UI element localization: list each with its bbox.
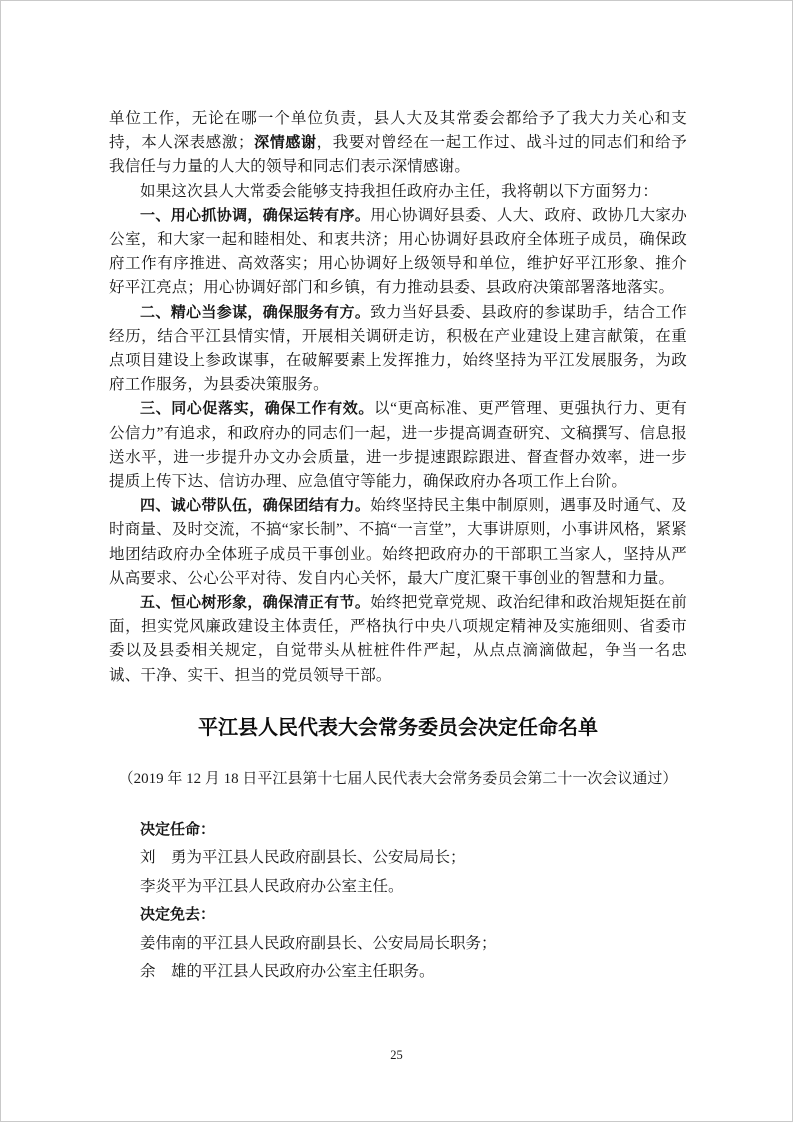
paragraph xyxy=(109,180,687,204)
paragraph-bold-run: 深情感谢 xyxy=(253,134,317,152)
paragraph-bold-run: 三、同心促落实，确保工作有效。 xyxy=(140,400,374,418)
paragraph-text-run: 以“更高标准、更严管理、更强执行力、更有公信力”有追求，和政府办的同志们一起，进一步提高调查研究、文稿撰写、信息报送水平，进一步提升办文办会质量，进一步提速跟踪跟进、督查督办效率，进一步提质上传下达、信访办理、应急值守等能力，确保政府办各项工作上台阶。 xyxy=(109,400,687,491)
paragraph-bold-run: 二、精心当参谋，确保服务有方。 xyxy=(140,303,371,321)
paragraph xyxy=(109,301,687,398)
paragraph-text-run: 致力当好县委、县政府的参谋助手，结合工作经历，结合平江县情实情，开展相关调研走访，积极在产业建设上建言献策，在重点项目建设上参政谋事，在破解要素上发挥推力，始终坚持为平江发展服务，为政府工作服务，为县委决策服务。 xyxy=(109,303,687,394)
paragraph-text-run: 单位工作，无论在哪一个单位负责，县人大及其常委会都给予了我大力关心和支持，本人深表感激； xyxy=(109,110,687,152)
paragraph-text-run: ，我要对曾经在一起工作过、战斗过的同志们和给予我信任与力量的人大的领导和同志们表示深情感谢。 xyxy=(109,134,687,176)
paragraph-text-run: 始终坚持民主集中制原则，遇事及时通气、及时商量、及时交流，不搞“家长制”、不搞“一言堂”，大事讲原则，小事讲风格，紧紧地团结政府办全体班子成员干事创业。始终把政府办的干部职工当家人，坚持从严从高要求、公心公平对待、发自内心关怀，最大广度汇聚干事创业的智慧和力量。 xyxy=(109,497,687,587)
paragraph-text-run: 始终把党章党规、政治纪律和政治规矩挺在前面，担实党风廉政建设主体责任，严格执行中央八项规定精神及实施细则、省委市委以及县委相关规定，自觉带头从桩桩件件严起，从点点滴滴做起，争当一名忠诚、干净、实干、担当的党员领导干部。 xyxy=(109,594,687,684)
body-paragraphs xyxy=(109,107,687,688)
paragraph xyxy=(109,591,687,688)
section-heading: 决定任命： xyxy=(140,820,216,838)
section-item: 刘 勇为平江县人民政府副县长、公安局局长； xyxy=(140,849,466,867)
paragraph-bold-run: 一、用心抓协调，确保运转有序。 xyxy=(140,206,371,224)
paragraph xyxy=(109,204,687,301)
section-item: 李炎平为平江县人民政府办公室主任。 xyxy=(140,877,404,895)
section-item: 余 雄的平江县人民政府办公室主任职务。 xyxy=(140,963,435,981)
announcement-subtitle: （2019 年 12 月 18 日平江县第十七届人民代表大会常务委员会第二十一次会议通过） xyxy=(118,770,678,787)
appointment-sections xyxy=(109,816,687,987)
announcement-title: 平江县人民代表大会常务委员会决定任命名单 xyxy=(198,716,598,739)
paragraph-text-run: 如果这次县人大常委会能够支持我担任政府办主任，我将朝以下方面努力： xyxy=(140,182,659,200)
paragraph xyxy=(109,494,687,591)
paragraph-text-run: 用心协调好县委、人大、政府、政协几大家办公室，和大家一起和睦相处、和衷共济；用心协调好县政府全体班子成员，确保政府工作有序推进、高效落实；用心协调好上级领导和单位，维护好平江形象、推介好平江亮点；用心协调好部门和乡镇，有力推动县委、县政府决策部署落地落实。 xyxy=(109,206,687,297)
paragraph-bold-run: 五、恒心树形象，确保清正有节。 xyxy=(140,594,371,612)
document-content xyxy=(109,107,687,987)
paragraph xyxy=(109,107,687,180)
page-number: 25 xyxy=(390,1048,403,1062)
paragraph xyxy=(109,397,687,494)
paragraph-bold-run: 四、诚心带队伍，确保团结有力。 xyxy=(140,497,371,515)
section-item: 姜伟南的平江县人民政府副县长、公安局局长职务； xyxy=(140,934,497,952)
section-heading: 决定免去： xyxy=(140,906,216,924)
